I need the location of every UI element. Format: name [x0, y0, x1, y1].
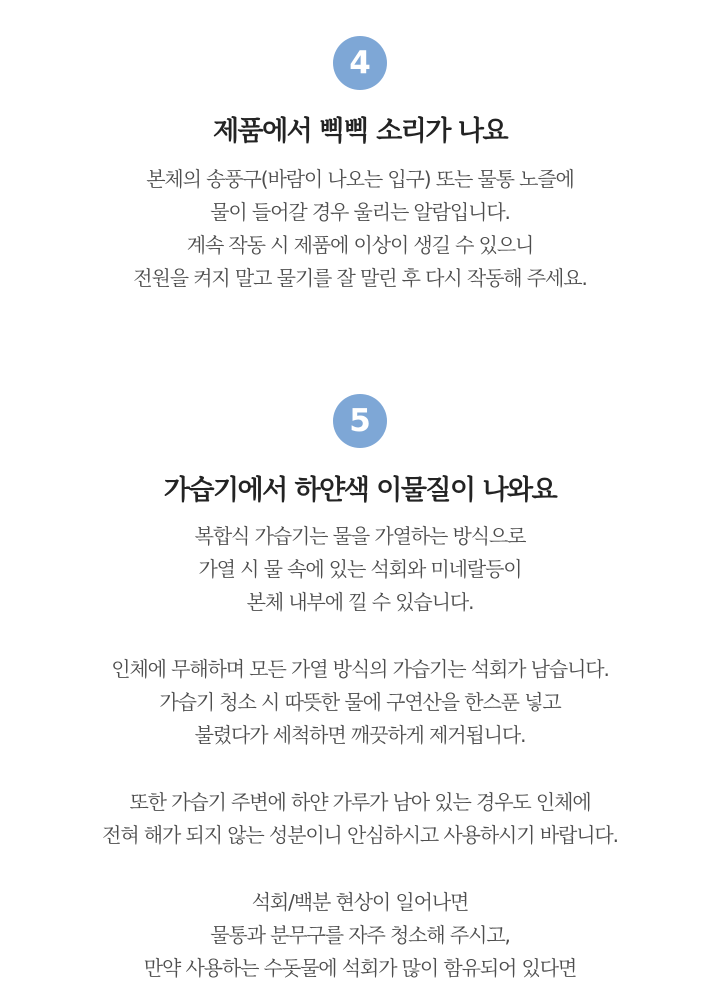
- description-line: 또한 가습기 주변에 하얀 가루가 남아 있는 경우도 인체에: [129, 790, 591, 814]
- section-description: [0, 520, 720, 985]
- description-line: 본체 내부에 낄 수 있습니다.: [246, 590, 474, 614]
- paragraph-gap: [0, 852, 720, 886]
- step-number-badge: 4: [333, 36, 387, 90]
- description-line: 물통과 분무구를 자주 청소해 주시고,: [210, 923, 510, 947]
- description-line: 전혀 해가 되지 않는 성분이니 안심하시고 사용하시기 바랍니다.: [102, 823, 618, 847]
- section-title: 제품에서 삑삑 소리가 나요: [212, 116, 508, 147]
- faq-section-4: [0, 36, 720, 295]
- description-line: 전원을 켜지 말고 물기를 잘 말린 후 다시 작동해 주세요.: [133, 266, 587, 290]
- paragraph-gap: [0, 752, 720, 786]
- description-line: 계속 작동 시 제품에 이상이 생길 수 있으니: [186, 233, 534, 257]
- faq-section-5: [0, 394, 720, 985]
- description-line: 가습기 청소 시 따뜻한 물에 구연산을 한스푼 넣고: [159, 690, 561, 714]
- paragraph-gap: [0, 619, 720, 653]
- section-title: 가습기에서 하얀색 이물질이 나와요: [163, 475, 557, 506]
- step-number-badge: 5: [333, 394, 387, 448]
- description-line: 복합식 가습기는 물을 가열하는 방식으로: [194, 524, 526, 548]
- description-line: 불렸다가 세척하면 깨끗하게 제거됩니다.: [194, 723, 526, 747]
- description-line: 만약 사용하는 수돗물에 석회가 많이 함유되어 있다면: [143, 956, 577, 980]
- description-line: 석회/백분 현상이 일어나면: [251, 890, 469, 914]
- description-line: 인체에 무해하며 모든 가열 방식의 가습기는 석회가 남습니다.: [111, 657, 609, 681]
- description-line: 물이 들어갈 경우 울리는 알람입니다.: [210, 200, 510, 224]
- section-description: [0, 163, 720, 295]
- description-line: 본체의 송풍구(바람이 나오는 입구) 또는 물통 노즐에: [146, 167, 574, 191]
- description-line: 가열 시 물 속에 있는 석회와 미네랄등이: [198, 557, 522, 581]
